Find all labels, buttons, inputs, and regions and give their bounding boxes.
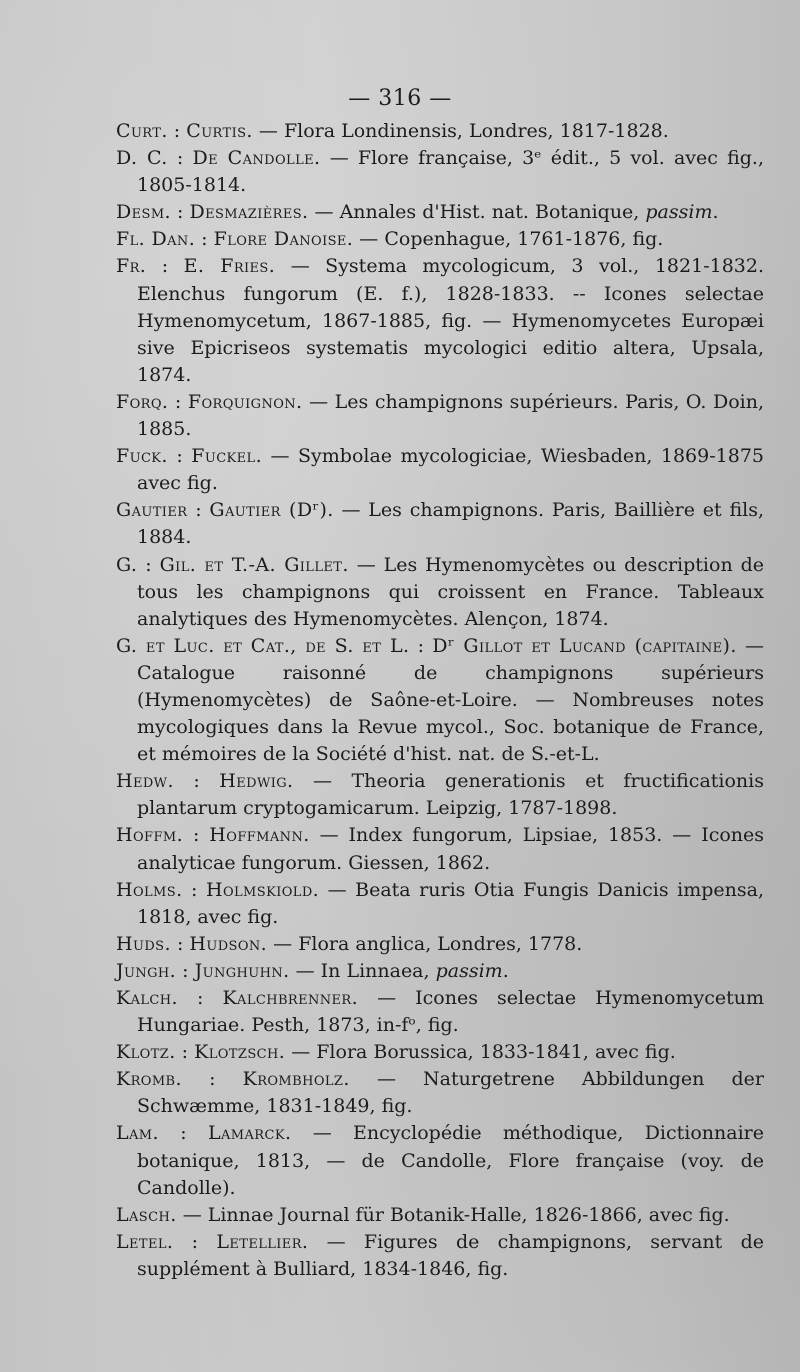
entry-tail: . bbox=[502, 959, 509, 982]
entry-author: Dʳ Gillot et Lucand (capitaine). bbox=[432, 634, 737, 657]
bibliography-entry: Gautier : Gautier (Dʳ). — Les champignons. Paris, Baillière et fils, 1884. bbox=[116, 499, 764, 549]
bibliography-entry: Fl. Dan. : Flore Danoise. — Copenhague, 1761-1876, fig. bbox=[116, 228, 664, 251]
entry-abbreviation: Holms. bbox=[116, 878, 183, 901]
entry-text: — Flore française, 3ᵉ édit., 5 vol. avec fig., 1805-1814. bbox=[137, 147, 765, 197]
entry-author: Flore Danoise. bbox=[213, 228, 354, 251]
entry-text: — Flora Londinensis, Londres, 1817-1828. bbox=[258, 120, 669, 142]
entry-text: — Copenhague, 1761-1876, fig. bbox=[359, 228, 664, 251]
bibliography-list bbox=[116, 118, 764, 1283]
entry-text: — Beata ruris Otia Fungis Danicis impensa, 1818, avec fig. bbox=[137, 878, 764, 928]
entry-abbreviation: G. bbox=[116, 553, 138, 576]
entry-text: — Catalogue raisonné de champignons supérieurs (Hymenomycètes) de Saône-et-Loire. — Nombreuses notes mycologiques dans la Revue mycol., Soc. botanique de France, et mémoires de la Société d'hist. nat. de S.-et-L. bbox=[137, 634, 764, 766]
bibliography-entry: Hoffm. : Hoffmann. — Index fungorum, Lipsiae, 1853. — Icones analyticae fungorum. Giessen, 1862. bbox=[116, 824, 765, 874]
entry-author: Klotzsch. bbox=[194, 1041, 286, 1064]
entry-abbreviation: Fr. bbox=[116, 255, 147, 278]
entry-abbreviation: Kalch. bbox=[116, 987, 178, 1009]
bibliography-entry: Huds. : Hudson. — Flora anglica, Londres, 1778. bbox=[116, 932, 583, 955]
bibliography-entry: Holms. : Holmskiold. — Beata ruris Otia Fungis Danicis impensa, 1818, avec fig. bbox=[116, 878, 764, 928]
entry-author: Krombholz. bbox=[242, 1068, 350, 1091]
entry-author: Desmazières. bbox=[189, 201, 309, 224]
bibliography-entry bbox=[116, 1202, 764, 1229]
bibliography-entry: Lam. : Lamarck. — Encyclopédie méthodique, Dictionnaire botanique, 1813, — de Candolle, Flore française (voy. de Candolle). bbox=[116, 1122, 765, 1199]
entry-author: Curtis. bbox=[186, 120, 253, 142]
bibliography-entry: D. C. : De Candolle. — Flore française, 3ᵉ édit., 5 vol. avec fig., 1805-1814. bbox=[116, 147, 765, 197]
entry-text: — Annales d'Hist. nat. Botanique, bbox=[314, 201, 640, 224]
bibliography-entry: Kalch. : Kalchbrenner. — Icones selectae Hymenomycetum Hungariae. Pesth, 1873, in-fᵒ, fig. bbox=[116, 987, 764, 1037]
entry-author: Junghuhn. bbox=[194, 959, 290, 982]
bibliography-entry: Curt. : Curtis. — Flora Londinensis, Londres, 1817-1828. bbox=[116, 120, 669, 142]
entry-author: Lamarck. bbox=[208, 1122, 292, 1145]
entry-italic: passim bbox=[645, 201, 713, 224]
bibliography-entry: Desm. : Desmazières. — Annales d'Hist. nat. Botanique, passim. bbox=[116, 201, 719, 224]
entry-abbreviation: Lasch. bbox=[116, 1203, 177, 1226]
entry-abbreviation: Huds. bbox=[116, 932, 171, 955]
bibliography-entry: Letel. : Letellier. — Figures de champignons, servant de supplément à Bulliard, 1834-1846, fig. bbox=[116, 1230, 764, 1280]
entry-author: Kalchbrenner. bbox=[222, 987, 359, 1009]
entry-abbreviation: Jungh. bbox=[116, 959, 177, 982]
entry-author: Gil. et T.-A. Gillet. bbox=[159, 553, 349, 576]
entry-author: Forquignon. bbox=[187, 390, 303, 413]
entry-text: — Figures de champignons, servant de supplément à Bulliard, 1834-1846, fig. bbox=[137, 1230, 764, 1280]
entry-abbreviation: Lam. bbox=[116, 1122, 159, 1145]
entry-author: Fuckel. bbox=[191, 445, 263, 468]
entry-text: — Systema mycologicum, 3 vol., 1821-1832. Elenchus fungorum (E. f.), 1828-1833. -- Icones selectae Hymenomycetum, 1867-1885, fig. — Hymenomycetes Europæi sive Epicriseos systematis mycologici editio altera, Upsala, 1874. bbox=[137, 255, 765, 386]
entry-italic: passim bbox=[435, 959, 503, 982]
bibliography-entry: Fr. : E. Fries. — Systema mycologicum, 3 vol., 1821-1832. Elenchus fungorum (E. f.), 1828-1833. -- Icones selectae Hymenomycetum, 1867-1885, fig. — Hymenomycetes Europæi sive Epicriseos systematis mycologici editio altera, Upsala, 1874. bbox=[116, 255, 765, 386]
entry-author: Hedwig. bbox=[219, 770, 294, 793]
bibliography-entry: Jungh. : Junghuhn. — In Linnaea, passim. bbox=[116, 959, 509, 982]
entry-text: — Theoria generationis et fructificationis plantarum cryptogamicarum. Leipzig, 1787-1898. bbox=[137, 770, 764, 820]
bibliography-entry: Kromb. : Krombholz. — Naturgetrene Abbildungen der Schwæmme, 1831-1849, fig. bbox=[116, 1068, 765, 1118]
entry-text: — Les Hymenomycètes ou description de tous les champignons qui croissent en France. Tableaux analytiques des Hymenomycètes. Alençon, 1874. bbox=[137, 553, 765, 630]
entry-abbreviation: D. C. bbox=[116, 147, 168, 170]
entry-abbreviation: Fuck. bbox=[116, 445, 168, 468]
bibliography-entry: Klotz. : Klotzsch. — Flora Borussica, 1833-1841, avec fig. bbox=[116, 1041, 676, 1064]
entry-text: — Encyclopédie méthodique, Dictionnaire botanique, 1813, — de Candolle, Flore française (voy. de Candolle). bbox=[137, 1122, 765, 1199]
entry-text: — In Linnaea, bbox=[295, 959, 430, 982]
entry-text: — Les champignons supérieurs. Paris, O. Doin, 1885. bbox=[137, 390, 765, 441]
entry-author: De Candolle. bbox=[192, 147, 321, 170]
bibliography-entry: G. : Gil. et T.-A. Gillet. — Les Hymenomycètes ou description de tous les champignons qui croissent en France. Tableaux analytiques des Hymenomycètes. Alençon, 1874. bbox=[116, 553, 765, 630]
bibliography-entry: Fuck. : Fuckel. — Symbolae mycologiciae, Wiesbaden, 1869-1875 avec fig. bbox=[116, 445, 765, 495]
entry-text: — Icones selectae Hymenomycetum Hungariae. Pesth, 1873, in-fᵒ, fig. bbox=[137, 987, 764, 1037]
entry-abbreviation: G. et Luc. et Cat., de S. et L. bbox=[116, 634, 410, 657]
page-number: — 316 — bbox=[348, 86, 452, 111]
entry-abbreviation: Hoffm. bbox=[116, 824, 184, 847]
entry-tail: . bbox=[712, 201, 719, 224]
bibliography-entry: Forq. : Forquignon. — Les champignons supérieurs. Paris, O. Doin, 1885. bbox=[116, 390, 765, 441]
entry-author: Letellier. bbox=[216, 1230, 309, 1253]
entry-abbreviation: Gautier bbox=[116, 499, 188, 522]
entry-abbreviation: Fl. Dan. bbox=[116, 228, 196, 251]
entry-abbreviation: Forq. bbox=[116, 390, 169, 413]
bibliography-entry: G. et Luc. et Cat., de S. et L. : Dʳ Gillot et Lucand (capitaine). — Catalogue raisonné de champignons supérieurs (Hymenomycètes) de Saône-et-Loire. — Nombreuses notes mycologiques dans la Revue mycol., Soc. botanique de France, et mémoires de la Société d'hist. nat. de S.-et-L. bbox=[116, 634, 764, 766]
entry-abbreviation: Curt. bbox=[116, 120, 168, 142]
entry-author: Gautier (Dʳ). bbox=[209, 499, 334, 522]
entry-author: Hoffmann. bbox=[209, 824, 310, 847]
entry-abbreviation: Desm. bbox=[116, 201, 171, 224]
entry-abbreviation: Hedw. bbox=[116, 770, 174, 793]
entry-abbreviation: Kromb. bbox=[116, 1068, 182, 1091]
entry-text: — Flora Borussica, 1833-1841, avec fig. bbox=[291, 1041, 676, 1064]
entry-author: E. Fries. bbox=[183, 255, 276, 278]
entry-abbreviation: Letel. bbox=[116, 1230, 174, 1253]
entry-text: — Les champignons. Paris, Baillière et fils, 1884. bbox=[137, 499, 764, 549]
entry-text: — Symbolae mycologiciae, Wiesbaden, 1869-1875 avec fig. bbox=[137, 445, 765, 495]
entry-author: Hudson. bbox=[189, 932, 268, 955]
entry-abbreviation: Klotz. bbox=[116, 1041, 176, 1064]
bibliography-entry: Hedw. : Hedwig. — Theoria generationis et fructificationis plantarum cryptogamicarum. Leipzig, 1787-1898. bbox=[116, 770, 764, 820]
entry-text: — Naturgetrene Abbildungen der Schwæmme, 1831-1849, fig. bbox=[137, 1068, 765, 1118]
entry-text: — Flora anglica, Londres, 1778. bbox=[273, 932, 583, 955]
entry-text: — Index fungorum, Lipsiae, 1853. — Icones analyticae fungorum. Giessen, 1862. bbox=[137, 824, 765, 874]
entry-author: Holmskiold. bbox=[206, 878, 320, 901]
entry-text: — Linnae Journal für Botanik-Halle, 1826-1866, avec fig. bbox=[182, 1203, 730, 1226]
